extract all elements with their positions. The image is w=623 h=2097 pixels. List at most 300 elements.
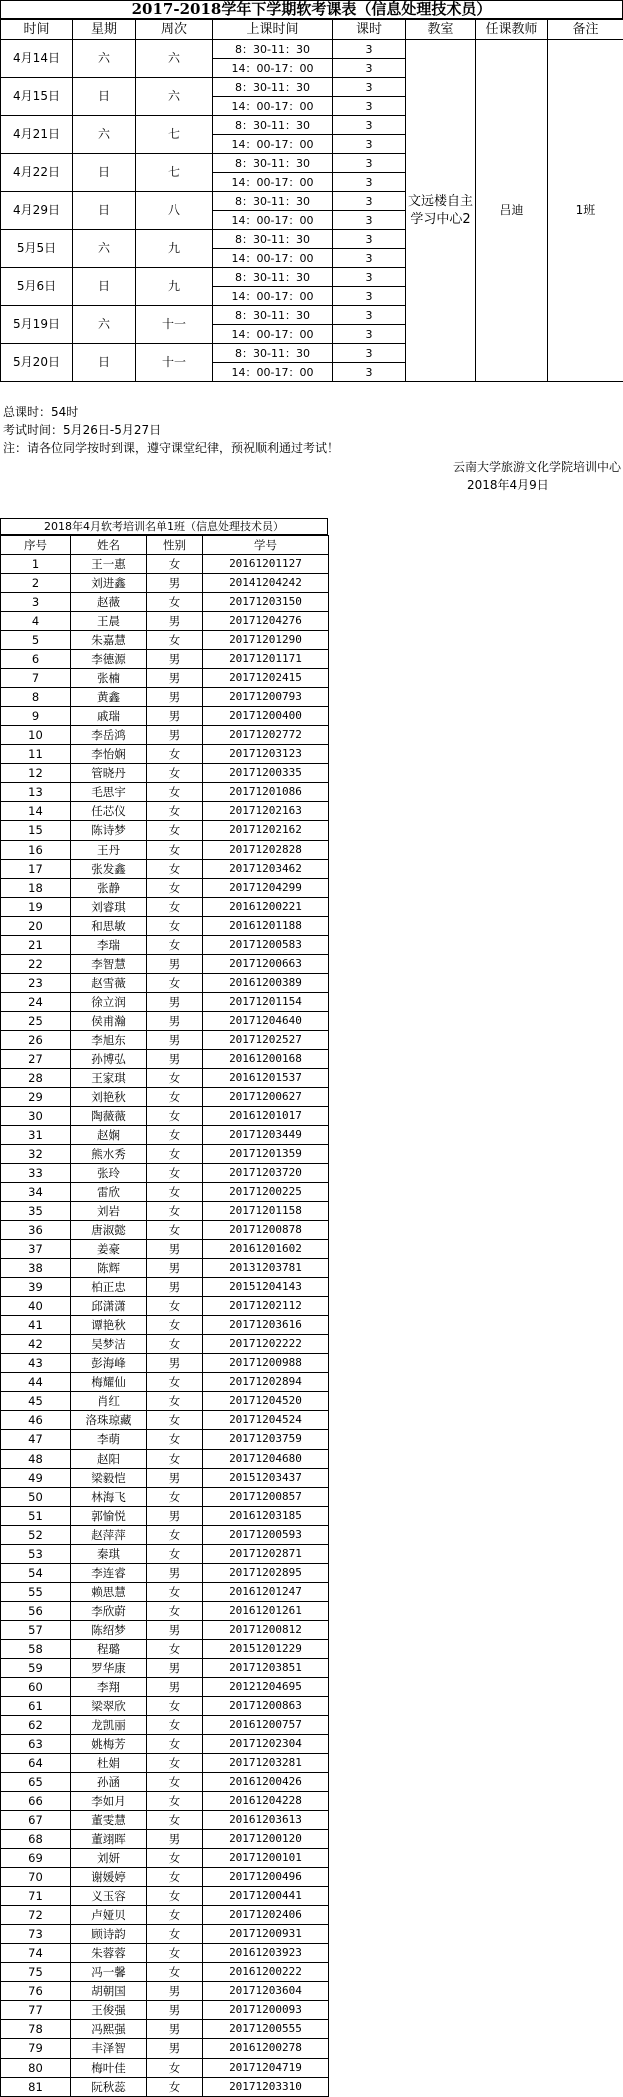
gender-cell: 女 xyxy=(147,631,203,650)
student-id-cell: 20171202222 xyxy=(203,1335,329,1354)
session-time-cell: 14：00-17：00 xyxy=(213,249,333,268)
hours-cell: 3 xyxy=(333,78,406,97)
student-id-cell: 20171202112 xyxy=(203,1297,329,1316)
gender-cell: 女 xyxy=(147,821,203,840)
classroom-cell: 文远楼自主学习中心2 xyxy=(406,40,476,382)
gender-cell: 男 xyxy=(147,2039,203,2058)
gender-cell: 男 xyxy=(147,1468,203,1487)
table-row xyxy=(1,745,329,764)
table-row xyxy=(1,973,329,992)
name-cell: 刘进鑫 xyxy=(71,574,147,593)
name-cell: 冯熙强 xyxy=(71,2020,147,2039)
exam-time: 考试时间：5月26日-5月27日 xyxy=(3,423,161,437)
student-id-cell: 20171203281 xyxy=(203,1754,329,1773)
name-cell: 侯甫瀚 xyxy=(71,1011,147,1030)
roster-header-cell: 学号 xyxy=(203,536,329,555)
seq-cell: 39 xyxy=(1,1278,71,1297)
student-id-cell: 20161201247 xyxy=(203,1582,329,1601)
table-row xyxy=(1,1049,329,1068)
table-row xyxy=(1,1506,329,1525)
table-row xyxy=(1,1106,329,1125)
table-row xyxy=(1,897,329,916)
date-cell: 4月29日 xyxy=(1,192,73,230)
student-id-cell: 20171202527 xyxy=(203,1030,329,1049)
hours-cell: 3 xyxy=(333,306,406,325)
seq-cell: 9 xyxy=(1,707,71,726)
seq-cell: 21 xyxy=(1,935,71,954)
seq-cell: 65 xyxy=(1,1773,71,1792)
table-row xyxy=(1,1944,329,1963)
header-cell: 周次 xyxy=(136,20,213,40)
gender-cell: 男 xyxy=(147,954,203,973)
header-cell: 课时 xyxy=(333,20,406,40)
session-time-cell: 8：30-11：30 xyxy=(213,306,333,325)
hours-cell: 3 xyxy=(333,363,406,382)
seq-cell: 77 xyxy=(1,2001,71,2020)
seq-cell: 63 xyxy=(1,1734,71,1753)
name-cell: 孙博弘 xyxy=(71,1049,147,1068)
seq-cell: 54 xyxy=(1,1563,71,1582)
table-row xyxy=(1,1868,329,1887)
gender-cell: 男 xyxy=(147,688,203,707)
student-id-cell: 20161203185 xyxy=(203,1506,329,1525)
table-row xyxy=(1,783,329,802)
gender-cell: 女 xyxy=(147,1601,203,1620)
seq-cell: 26 xyxy=(1,1030,71,1049)
name-cell: 李瑞 xyxy=(71,935,147,954)
table-row xyxy=(1,707,329,726)
student-id-cell: 20171200441 xyxy=(203,1887,329,1906)
seq-cell: 7 xyxy=(1,669,71,688)
table-row xyxy=(1,1297,329,1316)
seq-cell: 69 xyxy=(1,1849,71,1868)
name-cell: 冯一馨 xyxy=(71,1963,147,1982)
seq-cell: 53 xyxy=(1,1544,71,1563)
seq-cell: 16 xyxy=(1,840,71,859)
weekday-cell: 日 xyxy=(73,192,136,230)
seq-cell: 61 xyxy=(1,1696,71,1715)
gender-cell: 女 xyxy=(147,745,203,764)
name-cell: 毛思宇 xyxy=(71,783,147,802)
gender-cell: 男 xyxy=(147,1830,203,1849)
hours-cell: 3 xyxy=(333,287,406,306)
seq-cell: 34 xyxy=(1,1183,71,1202)
student-id-cell: 20171200793 xyxy=(203,688,329,707)
gender-cell: 女 xyxy=(147,1734,203,1753)
table-row xyxy=(1,1278,329,1297)
name-cell: 谢媛婷 xyxy=(71,1868,147,1887)
student-id-cell: 20171201171 xyxy=(203,650,329,669)
student-id-cell: 20171200863 xyxy=(203,1696,329,1715)
table-row xyxy=(1,1183,329,1202)
name-cell: 李如月 xyxy=(71,1792,147,1811)
name-cell: 李欣蔚 xyxy=(71,1601,147,1620)
name-cell: 李怡娴 xyxy=(71,745,147,764)
student-id-cell: 20171201158 xyxy=(203,1202,329,1221)
gender-cell: 女 xyxy=(147,1449,203,1468)
table-row xyxy=(1,669,329,688)
seq-cell: 41 xyxy=(1,1316,71,1335)
student-id-cell: 20171204524 xyxy=(203,1411,329,1430)
name-cell: 梅耀仙 xyxy=(71,1373,147,1392)
name-cell: 雷欣 xyxy=(71,1183,147,1202)
gender-cell: 女 xyxy=(147,1544,203,1563)
gender-cell: 女 xyxy=(147,2077,203,2096)
seq-cell: 5 xyxy=(1,631,71,650)
hours-cell: 3 xyxy=(333,325,406,344)
gender-cell: 男 xyxy=(147,574,203,593)
table-row xyxy=(1,1430,329,1449)
session-time-cell: 14：00-17：00 xyxy=(213,211,333,230)
gender-cell: 男 xyxy=(147,1049,203,1068)
name-cell: 陶薇薇 xyxy=(71,1106,147,1125)
week-cell: 六 xyxy=(136,78,213,116)
name-cell: 李岳鸿 xyxy=(71,726,147,745)
header-cell: 备注 xyxy=(548,20,623,40)
gender-cell: 男 xyxy=(147,1278,203,1297)
organization-signature: 云南大学旅游文化学院培训中心 xyxy=(453,460,621,474)
hours-cell: 3 xyxy=(333,173,406,192)
student-id-cell: 20121204695 xyxy=(203,1677,329,1696)
name-cell: 梁翠欣 xyxy=(71,1696,147,1715)
session-time-cell: 14：00-17：00 xyxy=(213,173,333,192)
seq-cell: 19 xyxy=(1,897,71,916)
gender-cell: 女 xyxy=(147,1582,203,1601)
student-id-cell: 20171202828 xyxy=(203,840,329,859)
week-cell: 八 xyxy=(136,192,213,230)
gender-cell: 女 xyxy=(147,1411,203,1430)
student-id-cell: 20171203310 xyxy=(203,2077,329,2096)
hours-cell: 3 xyxy=(333,154,406,173)
weekday-cell: 日 xyxy=(73,154,136,192)
table-row xyxy=(1,1030,329,1049)
gender-cell: 女 xyxy=(147,916,203,935)
seq-cell: 58 xyxy=(1,1639,71,1658)
gender-cell: 男 xyxy=(147,2020,203,2039)
name-cell: 谭艳秋 xyxy=(71,1316,147,1335)
gender-cell: 男 xyxy=(147,612,203,631)
student-id-cell: 20161201537 xyxy=(203,1068,329,1087)
student-id-cell: 20171200225 xyxy=(203,1183,329,1202)
student-id-cell: 20171201359 xyxy=(203,1145,329,1164)
student-id-cell: 20171203123 xyxy=(203,745,329,764)
student-id-cell: 20141204242 xyxy=(203,574,329,593)
seq-cell: 29 xyxy=(1,1087,71,1106)
gender-cell: 女 xyxy=(147,1125,203,1144)
student-id-cell: 20171203604 xyxy=(203,1982,329,2001)
table-row xyxy=(1,1487,329,1506)
gender-cell: 男 xyxy=(147,1030,203,1049)
name-cell: 杜娟 xyxy=(71,1754,147,1773)
weekday-cell: 六 xyxy=(73,306,136,344)
seq-cell: 2 xyxy=(1,574,71,593)
table-row xyxy=(1,1240,329,1259)
teacher-cell: 吕迪 xyxy=(476,40,548,382)
seq-cell: 1 xyxy=(1,555,71,574)
student-id-cell: 20171204276 xyxy=(203,612,329,631)
table-row xyxy=(1,1525,329,1544)
student-id-cell: 20161200168 xyxy=(203,1049,329,1068)
gender-cell: 女 xyxy=(147,1430,203,1449)
date-cell: 5月6日 xyxy=(1,268,73,306)
schedule-title: 2017-2018学年下学期软考课表（信息处理技术员） xyxy=(0,0,623,19)
gender-cell: 女 xyxy=(147,973,203,992)
student-id-cell: 20171200555 xyxy=(203,2020,329,2039)
seq-cell: 48 xyxy=(1,1449,71,1468)
week-cell: 十一 xyxy=(136,306,213,344)
name-cell: 王俊强 xyxy=(71,2001,147,2020)
date-cell: 4月15日 xyxy=(1,78,73,116)
student-id-cell: 20171200857 xyxy=(203,1487,329,1506)
seq-cell: 42 xyxy=(1,1335,71,1354)
name-cell: 唐淑懿 xyxy=(71,1221,147,1240)
gender-cell: 女 xyxy=(147,859,203,878)
schedule-table xyxy=(0,19,623,382)
roster-header-cell: 姓名 xyxy=(71,536,147,555)
student-id-cell: 20171202895 xyxy=(203,1563,329,1582)
student-id-cell: 20171202162 xyxy=(203,821,329,840)
gender-cell: 女 xyxy=(147,1963,203,1982)
table-row xyxy=(1,1087,329,1106)
session-time-cell: 8：30-11：30 xyxy=(213,344,333,363)
name-cell: 陈诗梦 xyxy=(71,821,147,840)
header-cell: 时间 xyxy=(1,20,73,40)
seq-cell: 74 xyxy=(1,1944,71,1963)
seq-cell: 6 xyxy=(1,650,71,669)
hours-cell: 3 xyxy=(333,59,406,78)
seq-cell: 17 xyxy=(1,859,71,878)
seq-cell: 33 xyxy=(1,1164,71,1183)
name-cell: 李旭东 xyxy=(71,1030,147,1049)
name-cell: 赵雪薇 xyxy=(71,973,147,992)
student-id-cell: 20161201261 xyxy=(203,1601,329,1620)
table-row xyxy=(1,1125,329,1144)
hours-cell: 3 xyxy=(333,97,406,116)
seq-cell: 37 xyxy=(1,1240,71,1259)
table-row xyxy=(1,1373,329,1392)
session-time-cell: 14：00-17：00 xyxy=(213,363,333,382)
gender-cell: 女 xyxy=(147,878,203,897)
gender-cell: 女 xyxy=(147,802,203,821)
table-row xyxy=(1,1335,329,1354)
seq-cell: 28 xyxy=(1,1068,71,1087)
name-cell: 赵萍萍 xyxy=(71,1525,147,1544)
table-row xyxy=(1,2058,329,2077)
table-row xyxy=(1,1982,329,2001)
gender-cell: 女 xyxy=(147,1754,203,1773)
table-row xyxy=(1,1620,329,1639)
name-cell: 秦琪 xyxy=(71,1544,147,1563)
table-row xyxy=(1,1696,329,1715)
name-cell: 胡朝国 xyxy=(71,1982,147,2001)
student-id-cell: 20161200426 xyxy=(203,1773,329,1792)
gender-cell: 女 xyxy=(147,555,203,574)
hours-cell: 3 xyxy=(333,116,406,135)
seq-cell: 70 xyxy=(1,1868,71,1887)
gender-cell: 女 xyxy=(147,1887,203,1906)
seq-cell: 23 xyxy=(1,973,71,992)
student-id-cell: 20171200663 xyxy=(203,954,329,973)
seq-cell: 66 xyxy=(1,1792,71,1811)
table-row xyxy=(1,2077,329,2096)
name-cell: 刘艳秋 xyxy=(71,1087,147,1106)
student-id-cell: 20171200583 xyxy=(203,935,329,954)
student-id-cell: 20161200757 xyxy=(203,1715,329,1734)
gender-cell: 女 xyxy=(147,1715,203,1734)
name-cell: 王家琪 xyxy=(71,1068,147,1087)
name-cell: 刘睿琪 xyxy=(71,897,147,916)
seq-cell: 43 xyxy=(1,1354,71,1373)
seq-cell: 36 xyxy=(1,1221,71,1240)
week-cell: 七 xyxy=(136,154,213,192)
session-time-cell: 14：00-17：00 xyxy=(213,59,333,78)
student-id-cell: 20161200221 xyxy=(203,897,329,916)
student-id-cell: 20171202772 xyxy=(203,726,329,745)
table-row xyxy=(1,1887,329,1906)
table-row xyxy=(1,1544,329,1563)
hours-cell: 3 xyxy=(333,211,406,230)
table-row xyxy=(1,612,329,631)
seq-cell: 25 xyxy=(1,1011,71,1030)
student-id-cell: 20171204640 xyxy=(203,1011,329,1030)
name-cell: 李萌 xyxy=(71,1430,147,1449)
table-row xyxy=(1,2001,329,2020)
student-id-cell: 20161201017 xyxy=(203,1106,329,1125)
table-row xyxy=(1,992,329,1011)
seq-cell: 40 xyxy=(1,1297,71,1316)
student-id-cell: 20171203720 xyxy=(203,1164,329,1183)
name-cell: 董雯慧 xyxy=(71,1811,147,1830)
student-id-cell: 20171202304 xyxy=(203,1734,329,1753)
header-cell: 星期 xyxy=(73,20,136,40)
name-cell: 卢娅贝 xyxy=(71,1906,147,1925)
name-cell: 黄鑫 xyxy=(71,688,147,707)
name-cell: 赖思慧 xyxy=(71,1582,147,1601)
seq-cell: 46 xyxy=(1,1411,71,1430)
seq-cell: 57 xyxy=(1,1620,71,1639)
name-cell: 张静 xyxy=(71,878,147,897)
seq-cell: 11 xyxy=(1,745,71,764)
header-cell: 教室 xyxy=(406,20,476,40)
table-row xyxy=(1,1830,329,1849)
gender-cell: 女 xyxy=(147,1221,203,1240)
table-row xyxy=(1,2020,329,2039)
gender-cell: 女 xyxy=(147,764,203,783)
student-id-cell: 20171200335 xyxy=(203,764,329,783)
student-id-cell: 20171200120 xyxy=(203,1830,329,1849)
session-time-cell: 14：00-17：00 xyxy=(213,325,333,344)
name-cell: 柏正忠 xyxy=(71,1278,147,1297)
table-row xyxy=(1,935,329,954)
gender-cell: 女 xyxy=(147,1164,203,1183)
seq-cell: 45 xyxy=(1,1392,71,1411)
student-id-cell: 20151201229 xyxy=(203,1639,329,1658)
name-cell: 王一惠 xyxy=(71,555,147,574)
gender-cell: 女 xyxy=(147,783,203,802)
name-cell: 孙涵 xyxy=(71,1773,147,1792)
roster-header-cell: 性别 xyxy=(147,536,203,555)
seq-cell: 15 xyxy=(1,821,71,840)
gender-cell: 女 xyxy=(147,1316,203,1335)
name-cell: 王丹 xyxy=(71,840,147,859)
table-row xyxy=(1,1202,329,1221)
gender-cell: 女 xyxy=(147,1868,203,1887)
gender-cell: 女 xyxy=(147,1792,203,1811)
seq-cell: 18 xyxy=(1,878,71,897)
gender-cell: 女 xyxy=(147,1639,203,1658)
gender-cell: 女 xyxy=(147,1183,203,1202)
name-cell: 管晓丹 xyxy=(71,764,147,783)
student-id-cell: 20161201127 xyxy=(203,555,329,574)
header-cell: 任课教师 xyxy=(476,20,548,40)
week-cell: 九 xyxy=(136,268,213,306)
session-time-cell: 8：30-11：30 xyxy=(213,40,333,59)
gender-cell: 男 xyxy=(147,1982,203,2001)
seq-cell: 75 xyxy=(1,1963,71,1982)
name-cell: 邱潇潇 xyxy=(71,1297,147,1316)
seq-cell: 55 xyxy=(1,1582,71,1601)
name-cell: 姚梅芳 xyxy=(71,1734,147,1753)
name-cell: 丰泽智 xyxy=(71,2039,147,2058)
seq-cell: 62 xyxy=(1,1715,71,1734)
student-id-cell: 20171202406 xyxy=(203,1906,329,1925)
student-id-cell: 20161201602 xyxy=(203,1240,329,1259)
gender-cell: 女 xyxy=(147,1106,203,1125)
table-row xyxy=(1,1849,329,1868)
name-cell: 李翔 xyxy=(71,1677,147,1696)
name-cell: 刘妍 xyxy=(71,1849,147,1868)
gender-cell: 男 xyxy=(147,1563,203,1582)
name-cell: 戚瑞 xyxy=(71,707,147,726)
table-row xyxy=(1,1221,329,1240)
name-cell: 郭愉悦 xyxy=(71,1506,147,1525)
student-id-cell: 20171203462 xyxy=(203,859,329,878)
name-cell: 梁毅恺 xyxy=(71,1468,147,1487)
table-row xyxy=(1,650,329,669)
student-id-cell: 20131203781 xyxy=(203,1259,329,1278)
table-row xyxy=(1,1392,329,1411)
name-cell: 李德源 xyxy=(71,650,147,669)
gender-cell: 女 xyxy=(147,1145,203,1164)
roster-title: 2018年4月软考培训名单1班（信息处理技术员） xyxy=(0,518,328,535)
roster-table xyxy=(0,535,329,2097)
name-cell: 罗华康 xyxy=(71,1658,147,1677)
gender-cell: 女 xyxy=(147,1297,203,1316)
seq-cell: 71 xyxy=(1,1887,71,1906)
seq-cell: 47 xyxy=(1,1430,71,1449)
student-id-cell: 20171200496 xyxy=(203,1868,329,1887)
table-row xyxy=(1,1316,329,1335)
seq-cell: 31 xyxy=(1,1125,71,1144)
week-cell: 十一 xyxy=(136,344,213,382)
student-id-cell: 20171200101 xyxy=(203,1849,329,1868)
name-cell: 姜豪 xyxy=(71,1240,147,1259)
seq-cell: 60 xyxy=(1,1677,71,1696)
weekday-cell: 六 xyxy=(73,230,136,268)
seq-cell: 44 xyxy=(1,1373,71,1392)
seq-cell: 50 xyxy=(1,1487,71,1506)
hours-cell: 3 xyxy=(333,40,406,59)
student-id-cell: 20161201188 xyxy=(203,916,329,935)
gender-cell: 男 xyxy=(147,992,203,1011)
seq-cell: 30 xyxy=(1,1106,71,1125)
table-row xyxy=(1,1145,329,1164)
gender-cell: 男 xyxy=(147,1677,203,1696)
name-cell: 程璐 xyxy=(71,1639,147,1658)
gender-cell: 男 xyxy=(147,1259,203,1278)
session-time-cell: 14：00-17：00 xyxy=(213,97,333,116)
date-cell: 4月21日 xyxy=(1,116,73,154)
